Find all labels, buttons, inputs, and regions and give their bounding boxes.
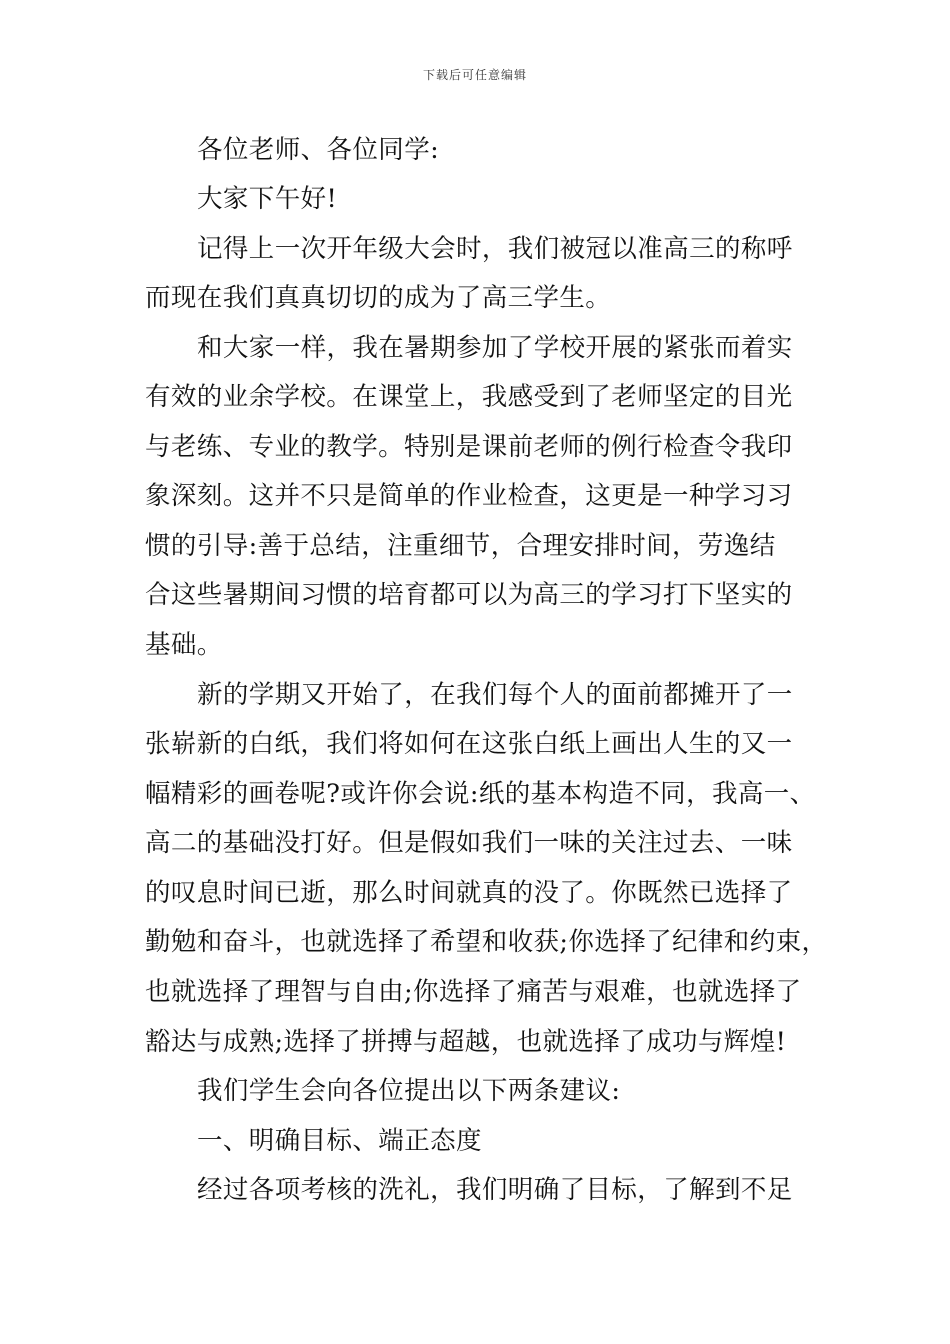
- text-line: 张崭新的白纸，我们将如何在这张白纸上画出人生的又一: [145, 729, 793, 759]
- text-line: 经过各项考核的洗礼，我们明确了目标，了解到不足: [197, 1175, 793, 1205]
- text-line: 各位老师、各位同学:: [197, 135, 440, 165]
- text-line: 与老练、专业的教学。特别是课前老师的例行检查令我印: [145, 432, 793, 462]
- text-line: 豁达与成熟;选择了拼搏与超越，也就选择了成功与辉煌!: [145, 1027, 787, 1057]
- text-line: 一、明确目标、端正态度: [197, 1126, 482, 1156]
- text-line: 合这些暑期间习惯的培育都可以为高三的学习打下坚实的: [145, 580, 793, 610]
- text-line: 而现在我们真真切切的成为了高三学生。: [145, 283, 612, 313]
- text-line: 新的学期又开始了，在我们每个人的面前都摊开了一: [197, 680, 793, 710]
- text-line: 勤勉和奋斗，也就选择了希望和收获;你选择了纪律和约束，: [145, 927, 828, 957]
- text-line: 惯的引导:善于总结，注重细节，合理安排时间，劳逸结: [145, 531, 776, 561]
- text-line: 我们学生会向各位提出以下两条建议:: [197, 1076, 621, 1106]
- text-line: 象深刻。这并不只是简单的作业检查，这更是一种学习习: [145, 481, 793, 511]
- text-line: 的叹息时间已逝，那么时间就真的没了。你既然已选择了: [145, 878, 793, 908]
- text-line: 幅精彩的画卷呢?或许你会说:纸的基本构造不同，我高一、: [145, 779, 816, 809]
- text-line: 也就选择了理智与自由;你选择了痛苦与艰难，也就选择了: [145, 977, 802, 1007]
- page-header: 下载后可任意编辑: [422, 68, 527, 82]
- text-line: 和大家一样，我在暑期参加了学校开展的紧张而着实: [197, 333, 793, 363]
- text-line: 高二的基础没打好。但是假如我们一味的关注过去、一味: [145, 828, 793, 858]
- text-line: 记得上一次开年级大会时，我们被冠以准高三的称呼: [197, 234, 793, 264]
- text-line: 大家下午好!: [197, 184, 338, 214]
- text-line: 基础。: [145, 630, 223, 660]
- text-line: 有效的业余学校。在课堂上，我感受到了老师坚定的目光: [145, 382, 793, 412]
